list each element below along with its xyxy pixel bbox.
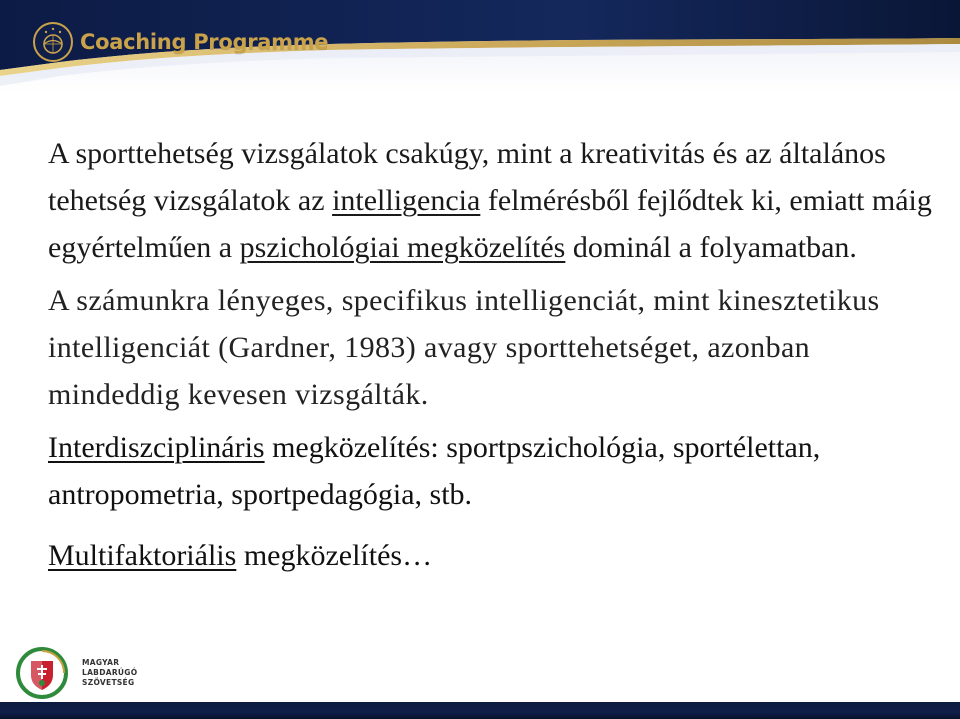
mlsz-line-1: MAGYAR [82, 658, 120, 667]
mlsz-line-3: SZÖVETSÉG [82, 678, 135, 687]
mlsz-wordmark [82, 658, 137, 688]
paragraph-2: A számunkra lényeges, specifikus intelligenciát, mint kinesztetikus intelligenciát (Gardner, 1983) avagy sporttehetséget, azonban mindeddig kevesen vizsgálták. [48, 284, 880, 411]
pszichologiai-megkozelites-link[interactable]: pszichológiai megközelítés [239, 231, 566, 264]
brand-label: Coaching Programme [80, 30, 329, 54]
interdiszciplinaris-link[interactable]: Interdiszciplináris [48, 431, 265, 464]
paragraph-1 [48, 130, 938, 271]
paragraph-1-text-a: A sporttehetség vizsgálatok csakúgy, mint a kreativitás és az általános tehetség vizsgálatok az [48, 137, 886, 217]
mlsz-crest-icon [16, 647, 68, 699]
paragraph-1-text-b: felmérésből fejlődtek ki, emiatt máig egyértelműen a [48, 184, 932, 264]
slide-header [0, 0, 960, 92]
footer-bar [0, 702, 960, 719]
coaching-programme-brand [32, 20, 328, 64]
uefa-logo-icon [32, 21, 74, 63]
mlsz-logo [16, 647, 137, 699]
intelligencia-link[interactable]: intelligencia [332, 184, 481, 217]
paragraph-3-text: megközelítés: sportpszichológia, sportélettan, antropometria, sportpedagógia, stb. [48, 431, 821, 511]
paragraph-1-text-c: dominál a folyamatban. [565, 231, 857, 264]
paragraph-3 [48, 424, 938, 518]
multifaktorialis-link[interactable]: Multifaktoriális [48, 539, 237, 572]
slide-body [48, 130, 938, 579]
paragraph-4 [48, 532, 938, 579]
paragraph-4-text: megközelítés… [236, 539, 433, 572]
mlsz-line-2: LABDARÚGÓ [82, 668, 138, 677]
